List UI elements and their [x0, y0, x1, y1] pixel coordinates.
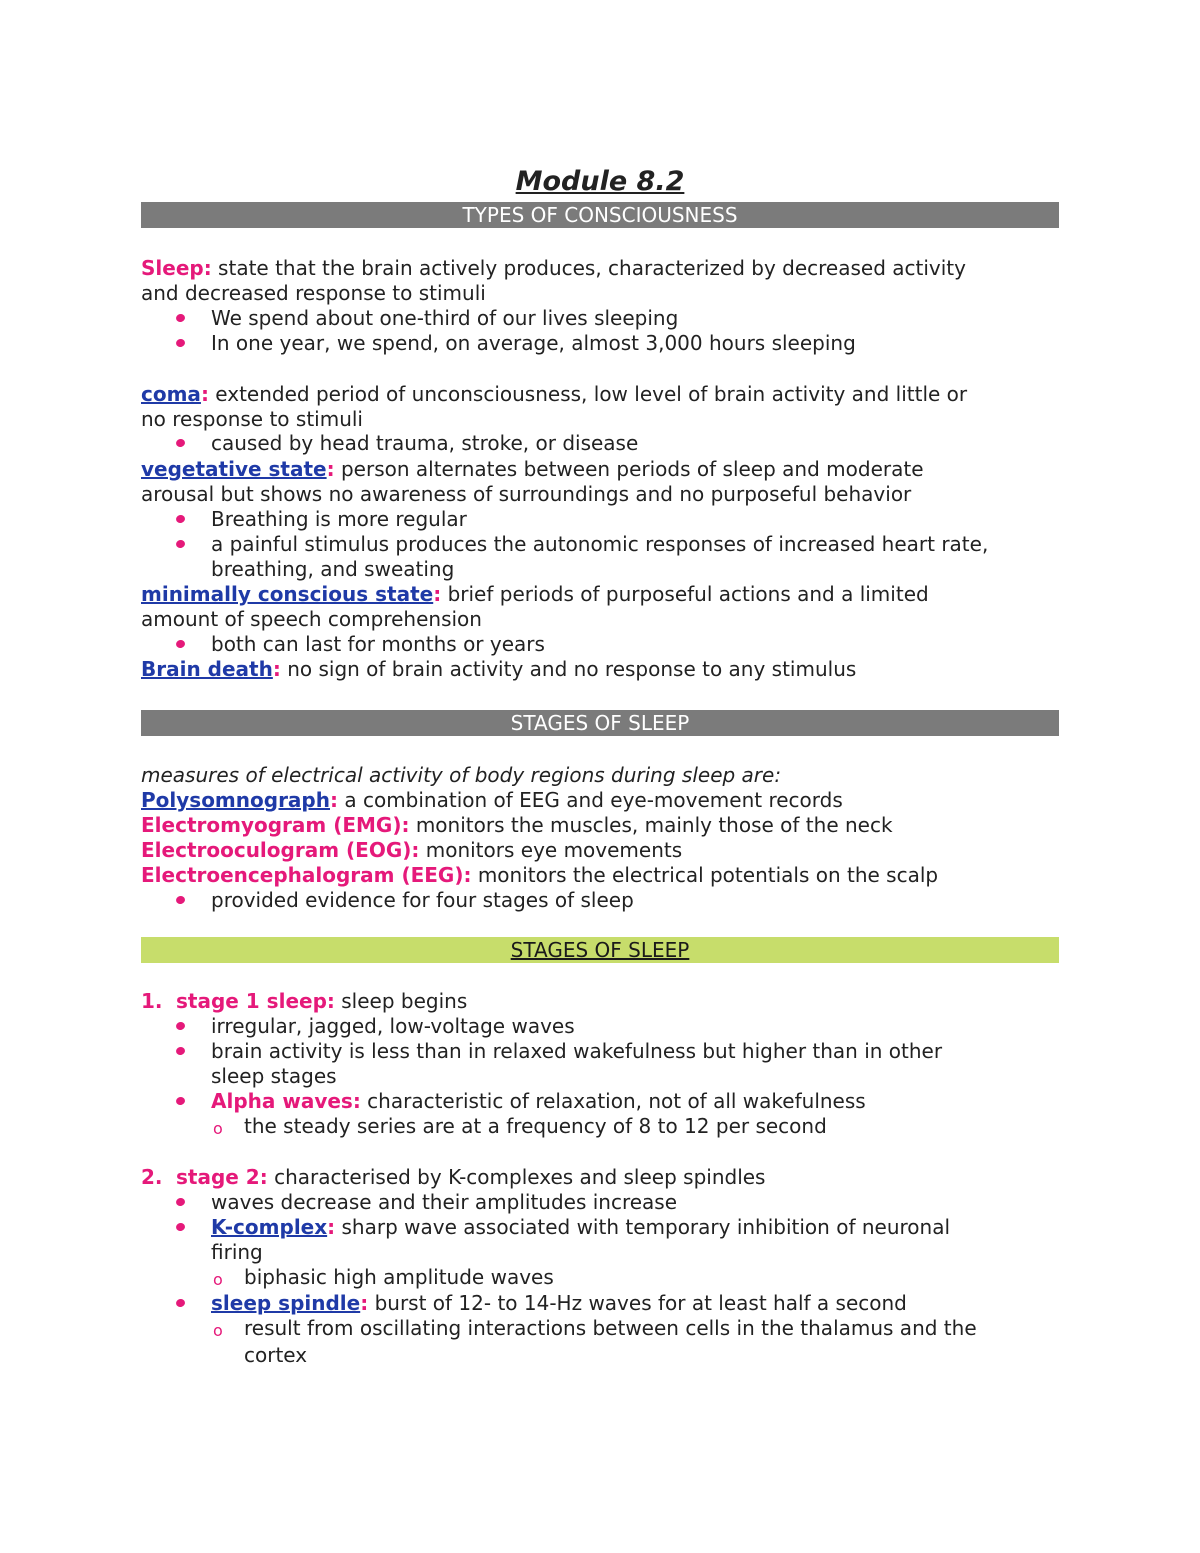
- vegetative-def-line1: person alternates between periods of sleep and moderate: [334, 457, 924, 481]
- brain-death-definition: [141, 657, 856, 682]
- minimal-term: minimally conscious state: [141, 582, 434, 606]
- colon: :: [272, 657, 281, 681]
- list-item: both can last for months or years: [211, 632, 545, 656]
- bullet-icon: [175, 438, 186, 448]
- bullet-icon: [175, 313, 186, 323]
- stage1-definition: [176, 989, 467, 1014]
- stage2-definition: [176, 1165, 765, 1190]
- k-complex-def-line1: sharp wave associated with temporary inhibition of neuronal: [335, 1215, 951, 1239]
- sleep-def-line2: and decreased response to stimuli: [141, 281, 486, 305]
- emg-definition: [141, 813, 893, 838]
- alpha-waves-def: characteristic of relaxation, not of all wakefulness: [360, 1089, 866, 1113]
- stage2-term: stage 2:: [176, 1165, 268, 1189]
- eeg-def: monitors the electrical potentials on the scalp: [471, 863, 939, 887]
- section-header-stages-of-sleep: STAGES OF SLEEP: [141, 710, 1059, 736]
- stage2-number: 2.: [141, 1165, 163, 1189]
- bullet-icon: [175, 1021, 186, 1031]
- eeg-definition: [141, 863, 938, 888]
- colon: :: [329, 788, 338, 812]
- minimal-def-line1: brief periods of purposeful actions and a limited: [441, 582, 929, 606]
- colon: :: [360, 1291, 369, 1315]
- sleep-def-line1: state that the brain actively produces, characterized by decreased activity: [211, 256, 966, 280]
- stage1-heading: [141, 989, 163, 1014]
- bullet-icon: [175, 338, 186, 348]
- list-item: We spend about one-third of our lives sleeping: [211, 306, 679, 330]
- k-complex-item: [211, 1215, 950, 1240]
- vegetative-term: vegetative state: [141, 457, 327, 481]
- list-item: waves decrease and their amplitudes increase: [211, 1190, 678, 1214]
- minimal-definition: [141, 582, 929, 607]
- coma-def-line2: no response to stimuli: [141, 407, 363, 431]
- list-item: In one year, we spend, on average, almost 3,000 hours sleeping: [211, 331, 856, 355]
- eog-def: monitors eye movements: [419, 838, 683, 862]
- eog-definition: [141, 838, 682, 863]
- sub-bullet-icon: o: [213, 1119, 223, 1138]
- brain-death-def: no sign of brain activity and no response to any stimulus: [280, 657, 857, 681]
- sub-list-item: biphasic high amplitude waves: [244, 1265, 554, 1289]
- eog-term: Electrooculogram (EOG):: [141, 838, 420, 862]
- list-item: caused by head trauma, stroke, or disease: [211, 431, 639, 455]
- polysomnograph-term: Polysomnograph: [141, 788, 330, 812]
- list-item: brain activity is less than in relaxed wakefulness but higher than in other: [211, 1039, 943, 1063]
- list-item: irregular, jagged, low-voltage waves: [211, 1014, 575, 1038]
- coma-term: coma: [141, 382, 201, 406]
- sub-bullet-icon: o: [213, 1321, 223, 1340]
- alpha-waves-item: [211, 1089, 866, 1114]
- bullet-icon: [175, 1046, 186, 1056]
- stage1-term: stage 1 sleep:: [176, 989, 335, 1013]
- vegetative-def-line2: arousal but shows no awareness of surroundings and no purposeful behavior: [141, 482, 912, 506]
- bullet-icon: [175, 895, 186, 905]
- list-item: provided evidence for four stages of sleep: [211, 888, 634, 912]
- bullet-icon: [175, 1222, 186, 1232]
- emg-term: Electromyogram (EMG):: [141, 813, 410, 837]
- sleep-spindle-def: burst of 12- to 14-Hz waves for at least half a second: [368, 1291, 907, 1315]
- colon: :: [200, 382, 209, 406]
- bullet-icon: [175, 1298, 186, 1308]
- sleep-spindle-item: [211, 1291, 907, 1316]
- minimal-def-line2: amount of speech comprehension: [141, 607, 482, 631]
- colon: :: [327, 1215, 336, 1239]
- list-item: a painful stimulus produces the autonomic responses of increased heart rate,: [211, 532, 989, 556]
- stage1-number: 1.: [141, 989, 163, 1013]
- emg-def: monitors the muscles, mainly those of the neck: [409, 813, 893, 837]
- bullet-icon: [175, 1096, 186, 1106]
- colon: :: [433, 582, 442, 606]
- k-complex-term: K-complex: [211, 1215, 328, 1239]
- stage1-def: sleep begins: [334, 989, 468, 1013]
- sub-bullet-icon: o: [213, 1270, 223, 1289]
- bullet-icon: [175, 639, 186, 649]
- list-item-continuation: sleep stages: [211, 1064, 337, 1088]
- stage2-heading: [141, 1165, 163, 1190]
- eeg-term: Electroencephalogram (EEG):: [141, 863, 472, 887]
- section-header-stages-of-sleep-highlight: STAGES OF SLEEP: [141, 937, 1059, 963]
- sleep-term: Sleep:: [141, 256, 212, 280]
- stage2-def: characterised by K-complexes and sleep spindles: [267, 1165, 766, 1189]
- polysomnograph-definition: [141, 788, 843, 813]
- brain-death-term: Brain death: [141, 657, 273, 681]
- measures-intro: measures of electrical activity of body regions during sleep are:: [141, 763, 782, 787]
- coma-definition: [141, 382, 967, 407]
- sleep-spindle-term: sleep spindle: [211, 1291, 361, 1315]
- list-item-continuation: breathing, and sweating: [211, 557, 455, 581]
- sub-list-item: the steady series are at a frequency of 8 to 12 per second: [244, 1114, 827, 1138]
- polysomnograph-def: a combination of EEG and eye-movement records: [337, 788, 843, 812]
- sleep-definition: [141, 256, 966, 281]
- alpha-waves-term: Alpha waves:: [211, 1089, 361, 1113]
- page-title: Module 8.2: [515, 166, 685, 197]
- bullet-icon: [175, 1197, 186, 1207]
- list-item: Breathing is more regular: [211, 507, 467, 531]
- coma-def-line1: extended period of unconsciousness, low level of brain activity and little or: [208, 382, 968, 406]
- sub-list-item: result from oscillating interactions between cells in the thalamus and the: [244, 1316, 977, 1340]
- sub-list-item-continuation: cortex: [244, 1343, 308, 1367]
- section-header-types-of-consciousness: TYPES OF CONSCIOUSNESS: [141, 202, 1059, 228]
- colon: :: [326, 457, 335, 481]
- list-item-continuation: firing: [211, 1240, 263, 1264]
- bullet-icon: [175, 539, 186, 549]
- vegetative-definition: [141, 457, 924, 482]
- bullet-icon: [175, 514, 186, 524]
